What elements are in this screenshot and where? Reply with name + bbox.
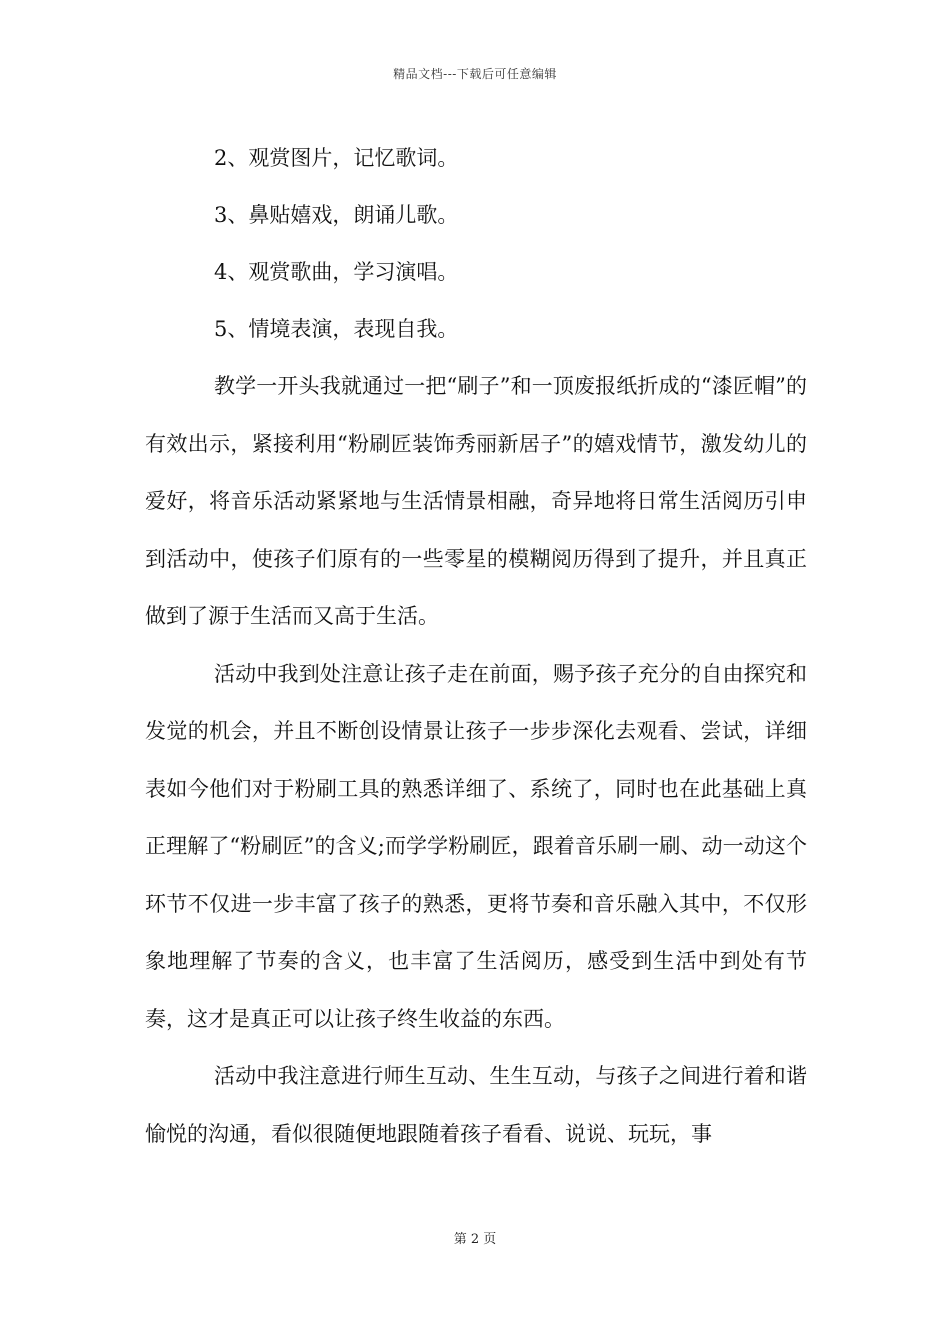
document-body (145, 130, 807, 1163)
list-item: 5、情境表演，表现自我。 (214, 317, 459, 341)
paragraph-exploration: 活动中我到处注意让孩子走在前面，赐予孩子充分的自由探究和发觉的机会，并且不断创设情景让孩子一步步深化去观看、尝试，详细表如今他们对于粉刷工具的熟悉详细了、系统了，同时也在此基础上真正理解了“粉刷匠”的含义;而学学粉刷匠，跟着音乐刷一刷、动一动这个环节不仅进一步丰富了孩子的熟悉，更将节奏和音乐融入其中，不仅形象地理解了节奏的含义，也丰富了生活阅历，感受到生活中到处有节奏，这才是真正可以让孩子终生收益的东西。 (145, 661, 807, 1031)
list-item: 2、观赏图片，记忆歌词。 (214, 146, 459, 170)
list-item: 4、观赏歌曲，学习演唱。 (214, 260, 459, 284)
paragraph-interaction: 活动中我注意进行师生互动、生生互动，与孩子之间进行着和谐愉悦的沟通，看似很随便地跟随着孩子看看、说说、玩玩，事 (145, 1064, 807, 1146)
list-item: 3、鼻贴嬉戏，朗诵儿歌。 (214, 203, 459, 227)
paragraph-intro: 教学一开头我就通过一把“刷子”和一顶废报纸折成的“漆匠帽”的有效出示，紧接利用“粉刷匠装饰秀丽新居子”的嬉戏情节，激发幼儿的爱好，将音乐活动紧紧地与生活情景相融，奇异地将日常生活阅历引申到活动中，使孩子们原有的一些零星的模糊阅历得到了提升，并且真正做到了源于生活而又高于生活。 (145, 374, 807, 628)
page-header: 精品文档---下载后可任意编辑 (393, 67, 557, 81)
page-number: 第 2 页 (453, 1232, 497, 1247)
